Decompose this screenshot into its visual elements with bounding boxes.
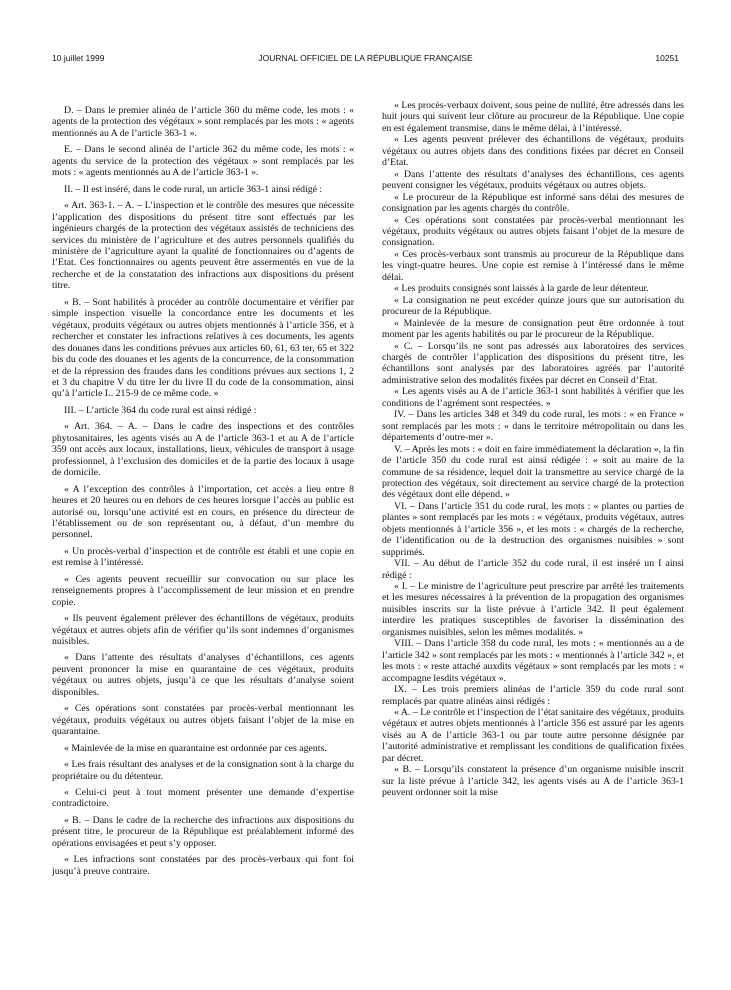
paragraph: IV. – Dans les articles 348 et 349 du code rural, les mots : « en France » sont remplacés par les mots : « dans le territoire métropolitain ou dans les départements d’outre-mer ».	[382, 409, 684, 444]
paragraph: « Ces opérations sont constatées par procès-verbal mentionnant les végétaux, produits végétaux ou autres objets faisant l’objet de la mise en quarantaine.	[52, 703, 354, 738]
paragraph: II. – Il est inséré, dans le code rural, un article 363-1 ainsi rédigé :	[64, 183, 323, 195]
running-header	[52, 53, 679, 67]
paragraph: « Le procureur de la République est informé sans délai des mesures de consignation par les agents chargés du contrôle.	[382, 191, 684, 215]
paragraph: « Les frais résultant des analyses et de la consignation sont à la charge du propriétaire ou du détenteur.	[52, 759, 354, 782]
paragraph: « A l’exception des contrôles à l’importation, cet accès a lieu entre 8 heures et 20 heures ou en dehors de ces heures lorsque l’accès au public est autorisé ou, lorsqu’une activité est en cours, en présence du directeur de l’établissement ou de son représentant ou, à défaut, d’un membre du personnel.	[52, 483, 354, 541]
paragraph: « Ces opérations sont constatées par procès-verbal mentionnant les végétaux, produits végétaux ou autres objets faisant l’objet de la mesure de consignation.	[382, 214, 684, 249]
paragraph: « Mainlevée de la mesure de consignation peut être ordonnée à tout moment par les agents habilités ou par le procureur de la République.	[382, 317, 684, 341]
issue-date: 10 juillet 1999	[52, 53, 105, 63]
paragraph: « Ils peuvent également prélever des échantillons de végétaux, produits végétaux et autres objets afin de vérifier qu’ils sont indemnes d’organismes nuisibles.	[52, 613, 354, 648]
paragraph: « Dans l’attente des résultats d’analyses des échantillons, ces agents peuvent consigner les végétaux, produits végétaux ou autres objets.	[382, 168, 684, 192]
paragraph: D. – Dans le premier alinéa de l’article 360 du même code, les mots : « agents de la protection des végétaux » sont remplacés par les mots : « agents mentionnés au A de l’article 363-1 ».	[52, 105, 354, 139]
paragraph: « Les agents peuvent prélever des échantillons de végétaux, produits végétaux ou autres objets dans des conditions fixées par décret en Conseil d’Etat.	[382, 134, 684, 169]
paragraph: « I. – Le ministre de l’agriculture peut prescrire par arrêté les traitements et les mesures nécessaires à la prévention de la propagation des organismes nuisibles inscrits sur la liste prévue à l’article 342. Il peut également interdire les pratiques susceptibles de favoriser la dissémination des organismes nuisibles, selon les mêmes modalités. »	[382, 581, 684, 638]
paragraph: « Les agents visés au A de l’article 363-1 sont habilités à vérifier que les conditions de l’agrément sont respectées. »	[382, 386, 684, 409]
paragraph: « Un procès-verbal d’inspection et de contrôle est établi et une copie en est remise à l’intéressé.	[52, 545, 354, 569]
paragraph: « Celui-ci peut à tout moment présenter une demande d’expertise contradictoire.	[52, 787, 354, 810]
paragraph: VI. – Dans l’article 351 du code rural, les mots : « plantes ou parties de plantes » sont remplacés par les mots : « végétaux, produits végétaux, autres objets mentionnés à l’article 356 », et les mots : « chargés de la recherche, de l’identification ou de la destruction des organismes nuisibles » sont supprimés.	[382, 500, 684, 558]
paragraph: « C. – Lorsqu’ils ne sont pas adressés aux laboratoires des services chargés de contrôler l’application des dispositions du présent titre, les échantillons sont analysés par des laboratoires agréés par l’autorité administrative selon des modalités fixées par décret en Conseil d’Etat.	[382, 340, 684, 386]
paragraph: « A. – Le contrôle et l’inspection de l’état sanitaire des végétaux, produits végétaux et autres objets mentionnés à l’article 356 est assuré par les agents visés au A de l’article 363-1 ou par toute autre personne désignée par l’autorité administrative et remplissant les conditions de qualification fixées par décret.	[382, 707, 684, 764]
paragraph: III. – L’article 364 du code rural est ainsi rédigé :	[64, 404, 257, 416]
paragraph: « B. – Sont habilités à procéder au contrôle documentaire et vérifier par simple inspection visuelle la concordance entre les documents et les végétaux, produits végétaux ou autres objets mentionnés à l’article 356, et à rechercher et constater les infractions relatives à ces documents, les agents des douanes dans les conditions prévues aux articles 60, 61, 63 ter, 65 et 322 bis du code des douanes et les agents de la concurrence, de la consommation et de la répression des fraudes dans les conditions prévues aux sections 1, 2 et 3 du chapitre V du titre Ier du livre II du code de la consommation, ainsi qu’à l’article L. 215-9 de ce même code. »	[52, 296, 354, 400]
journal-title: JOURNAL OFFICIEL DE LA RÉPUBLIQUE FRANÇAISE	[258, 53, 473, 63]
right-column	[382, 100, 684, 799]
paragraph: « La consignation ne peut excéder quinze jours que sur autorisation du procureur de la République.	[382, 294, 684, 318]
paragraph: « Les infractions sont constatées par des procès-verbaux qui font foi jusqu’à preuve contraire.	[52, 854, 354, 877]
paragraph: « Art. 364. – A. – Dans le cadre des inspections et des contrôles phytosanitaires, les agents visés au A de l’article 363-1 et au A de l’article 359 ont accès aux locaux, installations, lieux, véhicules de transport à usage professionnel, à l’exclusion des domiciles et de la partie des locaux à usage de domicile.	[52, 421, 354, 479]
paragraph: « Les produits consignés sont laissés à la garde de leur détenteur.	[394, 283, 649, 295]
paragraph: « Mainlevée de la mise en quarantaine est ordonnée par ces agents.	[64, 742, 327, 754]
paragraph: « Art. 363-1. – A. – L’inspection et le contrôle des mesures que nécessite l’application des dispositions du présent titre sont effectués par les ingénieurs chargés de la protection des végétaux assistés de techniciens des services du ministère de l’agriculture et des autres personnels qualifiés du ministère de l’agriculture ayant la qualité de fonctionnaires ou d’agents de l’Etat. Ces fonctionnaires ou agents peuvent être assermentés en vue de la recherche et de la constatation des infractions aux dispositions du présent titre.	[52, 200, 354, 292]
paragraph: VIII. – Dans l’article 358 du code rural, les mots : « mentionnés au a de l’article 342 » sont remplacés par les mots : « mentionnés à l’article 342 », et les mots : « reste attaché auxdits végétaux » sont remplacés par les mots : « accompagne lesdits végétaux ».	[382, 638, 684, 684]
paragraph: « Ces agents peuvent recueillir sur convocation ou sur place les renseignements propres à l’accomplissement de leur mission et en prendre copie.	[52, 573, 354, 608]
left-column	[52, 100, 354, 877]
paragraph: IX. – Les trois premiers alinéas de l’article 359 du code rural sont remplacés par quatre alinéas ainsi rédigés :	[382, 684, 684, 707]
paragraph: VII. – Au début de l’article 352 du code rural, il est inséré un I ainsi rédigé :	[382, 558, 684, 581]
paragraph: « Ces procès-verbaux sont transmis au procureur de la République dans les vingt-quatre heures. Une copie est remise à l’intéressé dans le même délai.	[382, 248, 684, 283]
paragraph: V. – Après les mots : « doit en faire immédiatement la déclaration », la fin de l’article 350 du code rural est ainsi rédigée : « soit au maire de la commune de sa résidence, lequel doit la transmettre au service chargé de la protection des végétaux, soit directement au service chargé de la protection des végétaux dont elle dépend. »	[382, 443, 684, 501]
paragraph: E. – Dans le second alinéa de l’article 362 du même code, les mots : « agents du service de la protection des végétaux » sont remplacés par les mots : « agents mentionnés au A de l’article 363-1 ».	[52, 144, 354, 179]
paragraph: « Dans l’attente des résultats d’analyses d’échantillons, ces agents peuvent prononcer la mise en quarantaine de ces végétaux, produits végétaux ou autres objets, jusqu’à ce que les résultats d’analyse soient disponibles.	[52, 652, 354, 698]
paragraph: « B. – Lorsqu’ils constatent la présence d’un organisme nuisible inscrit sur la liste prévue à l’article 342, les agents visés au A de l’article 363-1 peuvent ordonner soit la mise	[382, 764, 684, 799]
page-number: 10251	[655, 53, 679, 63]
paragraph: « Les procès-verbaux doivent, sous peine de nullité, être adressés dans les huit jours qui suivent leur clôture au procureur de la République. Une copie en est également transmise, dans le même délai, à l’intéressé.	[382, 100, 684, 134]
paragraph: « B. – Dans le cadre de la recherche des infractions aux dispositions du présent titre, le procureur de la République est préalablement informé des opérations envisagées et peut s’y opposer.	[52, 814, 354, 849]
